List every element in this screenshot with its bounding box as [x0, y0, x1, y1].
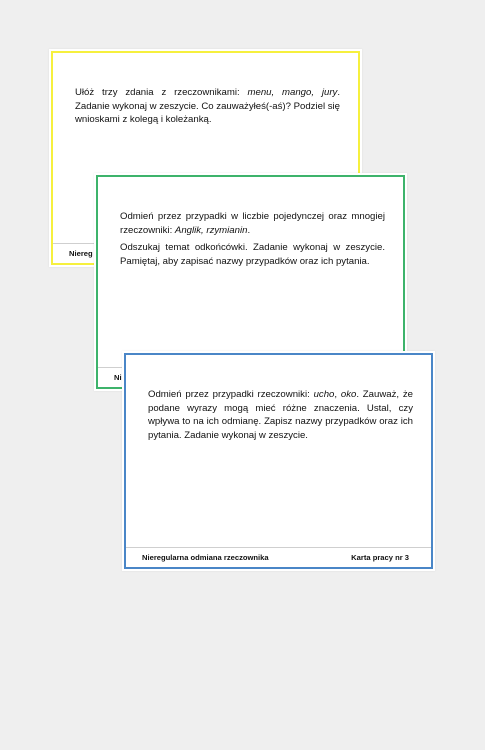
footer-card-number: Karta pracy nr 3 [351, 553, 409, 562]
footer-topic: Nieregularna odmiana rzeczownika [142, 553, 269, 562]
card-footer [126, 547, 431, 567]
card-border [124, 353, 433, 569]
instruction-words: menu, mango, jury [247, 87, 338, 98]
instruction-words: ucho [313, 389, 335, 400]
instruction-text: Odszukaj temat odkońcówki. Zadanie wykonaj w zeszycie. Pamiętaj, aby zapisać nazwy przypadków oraz ich pytania. [120, 242, 385, 267]
instruction-text: . Zauważ, że podane wyrazy mogą mieć różne znaczenia. Ustal, czy wpływa to na ich odmianę. Zapisz nazwy przypadków oraz ich pytania. Zadanie wykonaj w zeszycie. [148, 389, 413, 441]
instruction-words: oko [340, 389, 357, 400]
card-instructions [120, 210, 385, 268]
instruction-text: Odmień przez przypadki rzeczowniki: [148, 389, 314, 400]
card-instructions [75, 86, 340, 127]
instruction-text: . Zadanie wykonaj w zeszycie. Co zauważyłeś(-aś)? Podziel się wnioskami z kolegą i koleżanką. [75, 87, 341, 126]
footer-topic: Niereg [69, 249, 93, 258]
instruction-words: Anglik, rzymianin [174, 224, 248, 236]
instruction-text: Ułóż trzy zdania z rzeczownikami: [75, 87, 248, 98]
card-instructions: Odmień przez przypadki rzeczowniki: ucho, oko. Zauważ, że podane wyrazy mogą mieć różne znaczenia. Ustal, czy wpływa to na ich odmianę. Zapisz nazwy przypadków oraz ich pytania. Zadanie wykonaj w zeszycie. [148, 389, 413, 441]
footer-topic: Ni [114, 373, 122, 382]
instruction-text: . [247, 224, 251, 236]
worksheet-card-3 [122, 351, 435, 571]
instruction-text: Odmień przez przypadki w liczbie pojedynczej oraz mnogiej rzeczowniki: [120, 211, 385, 236]
